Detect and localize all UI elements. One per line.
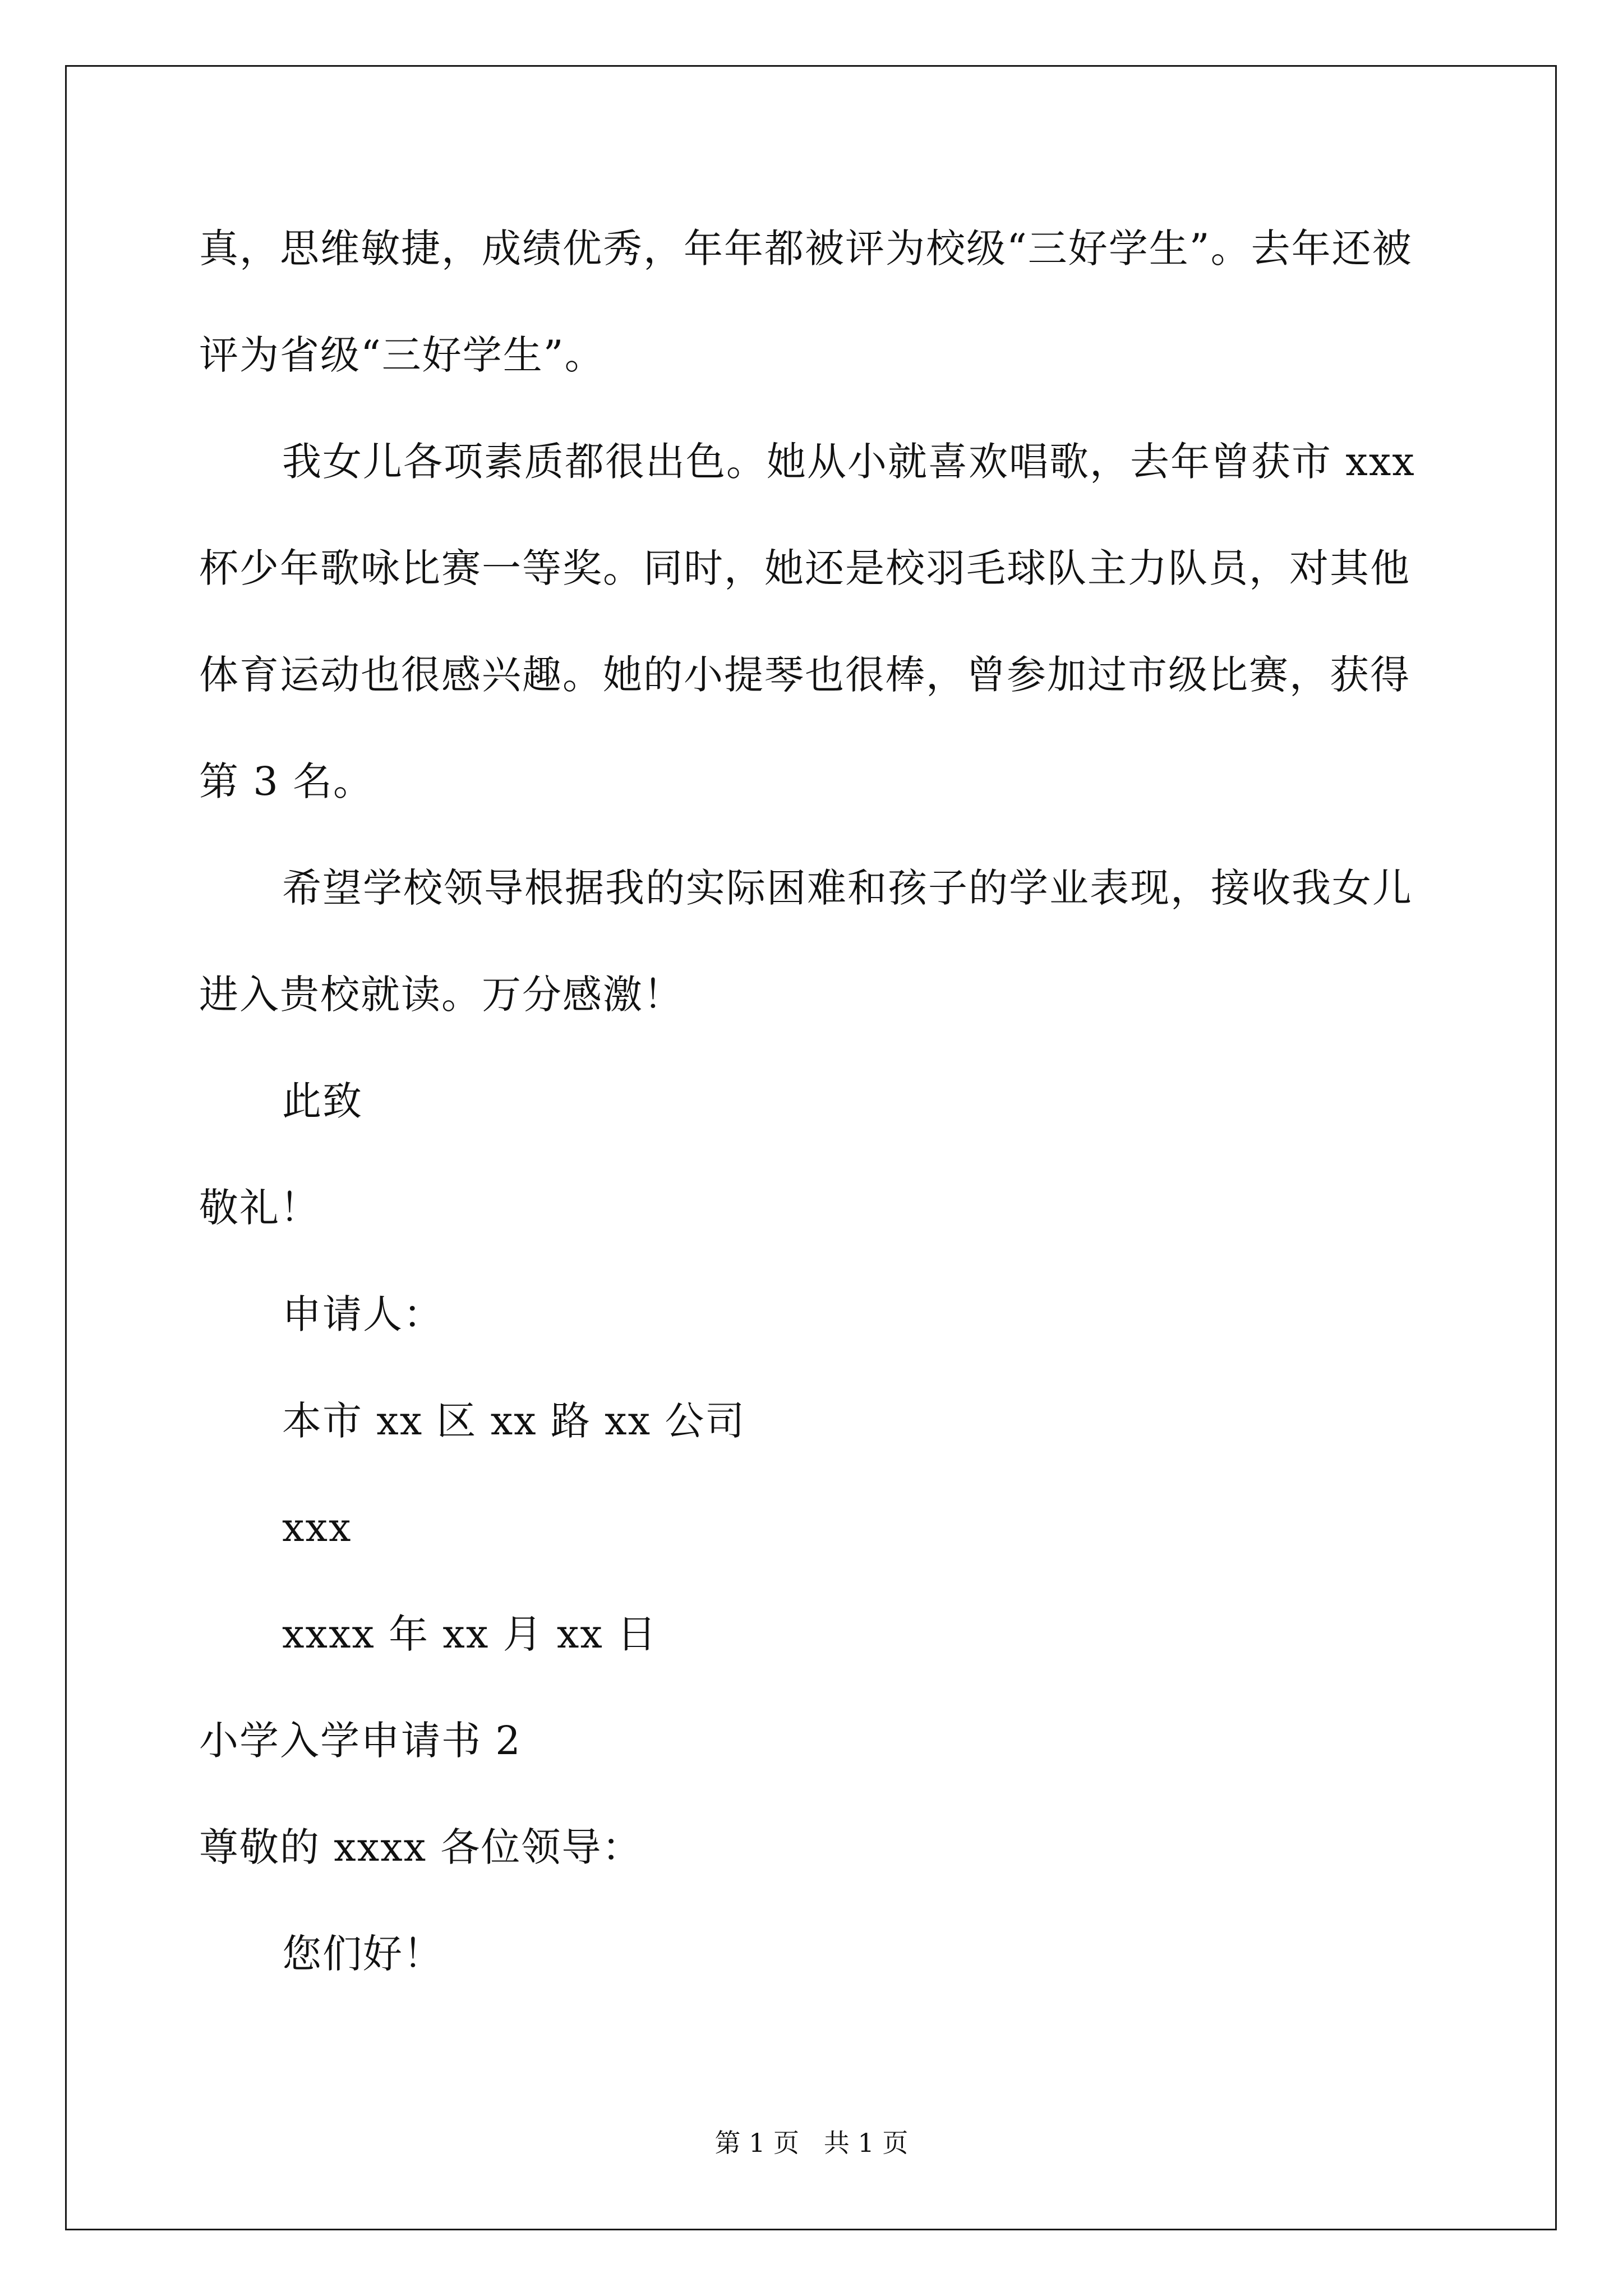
applicant-name: xxx [282, 1504, 352, 1550]
letter-opening: 您们好！ [282, 1931, 444, 1977]
document-body [199, 216, 1433, 2028]
applicant-address: 本市 xx 区 xx 路 xx 公司 [282, 1398, 746, 1444]
text-line: 我女儿各项素质都很出色。她从小就喜欢唱歌，去年曾获市 xxx [282, 439, 1415, 485]
letter-greeting: 尊敬的 xxxx 各位领导： [199, 1824, 643, 1870]
application-date: xxxx 年 xx 月 xx 日 [282, 1611, 658, 1657]
closing-salutation: 此致 [282, 1078, 363, 1124]
text-line: 真，思维敏捷，成绩优秀，年年都被评为校级“三好学生”。去年还被 [199, 226, 1413, 272]
page-footer: 第 1 页 共 1 页 [714, 2128, 909, 2158]
text-line: 希望学校领导根据我的实际困难和孩子的学业表现，接收我女儿 [282, 865, 1413, 911]
text-line: 评为省级“三好学生”。 [199, 332, 605, 378]
text-line: 进入贵校就读。万分感激！ [199, 972, 684, 1018]
text-line: 体育运动也很感兴趣。她的小提琴也很棒，曾参加过市级比赛，获得 [199, 652, 1410, 698]
section-heading: 小学入学申请书 2 [199, 1718, 522, 1764]
closing-regards: 敬礼！ [199, 1185, 320, 1231]
text-line: 杯少年歌咏比赛一等奖。同时，她还是校羽毛球队主力队员，对其他 [199, 545, 1410, 591]
text-line: 第 3 名。 [199, 758, 374, 804]
applicant-label: 申请人： [282, 1291, 444, 1337]
